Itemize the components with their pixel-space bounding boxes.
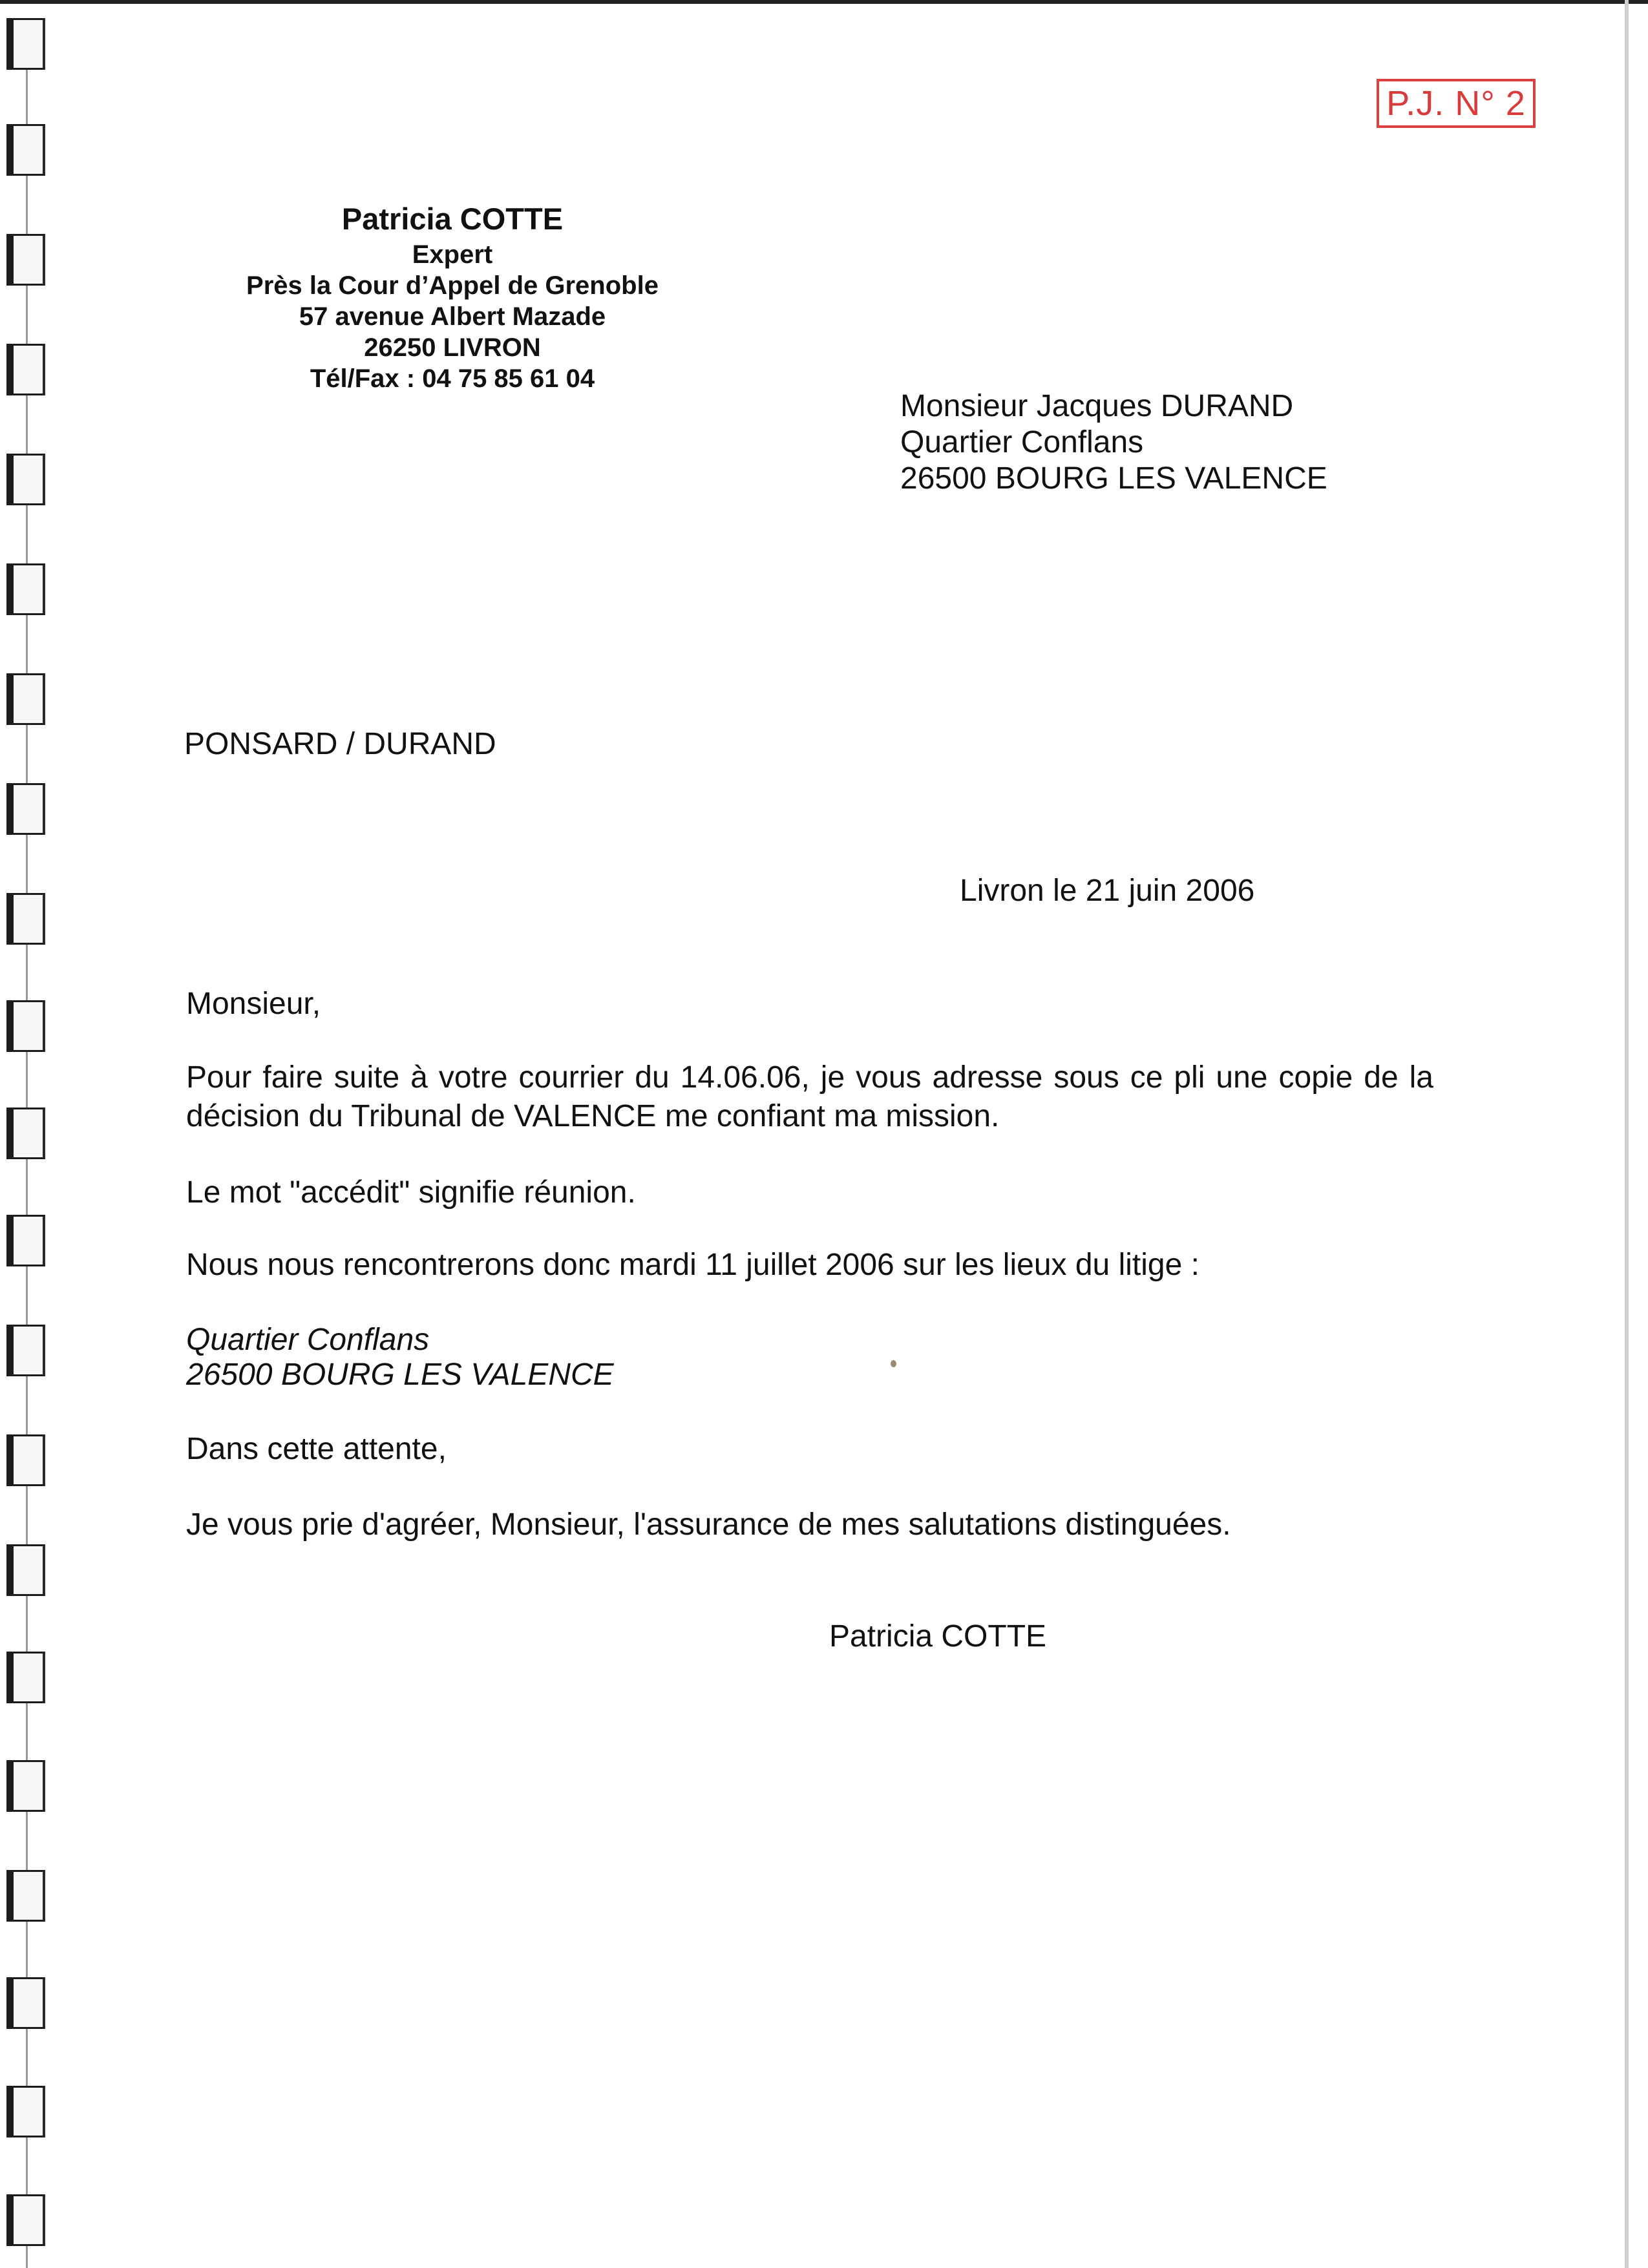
sender-city: 26250 LIVRON — [364, 333, 541, 362]
binding-ring — [6, 2086, 45, 2137]
binding-ring — [6, 2194, 45, 2246]
binding-ring — [6, 893, 45, 945]
binding-ring — [6, 18, 45, 70]
binding-ring — [6, 1325, 45, 1376]
recipient-city: 26500 BOURG LES VALENCE — [900, 461, 1327, 496]
binding-ring — [6, 1652, 45, 1703]
paragraph-meeting: Nous nous rencontrerons donc mardi 11 juillet 2006 sur les lieux du litige : — [186, 1248, 1199, 1282]
recipient-block — [900, 388, 1327, 497]
sender-phone: Tél/Fax : 04 75 85 61 04 — [310, 364, 595, 393]
paragraph-accedit: Le mot "accédit" signifie réunion. — [186, 1175, 636, 1210]
binding-ring — [6, 1000, 45, 1052]
binding-ring — [6, 234, 45, 286]
page-right-edge — [1625, 0, 1629, 2268]
location-street: Quartier Conflans — [186, 1323, 430, 1357]
paragraph-courrier: Pour faire suite à votre courrier du 14.06.06, je vous adresse sous ce pli une copie de la décision du Tribunal de VALENCE me confiant ma mission. — [186, 1060, 1433, 1133]
binding-ring — [6, 454, 45, 505]
salutation: Monsieur, — [186, 987, 321, 1021]
binding-ring — [6, 1870, 45, 1922]
date-line: Livron le 21 juin 2006 — [960, 874, 1255, 908]
spiral-binding — [0, 0, 58, 2268]
signature-name: Patricia COTTE — [829, 1619, 1047, 1654]
binding-ring — [6, 783, 45, 835]
binding-ring — [6, 1760, 45, 1812]
attachment-stamp: P.J. N° 2 — [1377, 79, 1536, 128]
paragraph-attente: Dans cette attente, — [186, 1432, 447, 1466]
binding-ring — [6, 673, 45, 725]
recipient-street: Quartier Conflans — [900, 425, 1144, 459]
sender-court: Près la Cour d’Appel de Grenoble — [246, 271, 659, 300]
meeting-location — [186, 1321, 1433, 1394]
closing-formula: Je vous prie d'agréer, Monsieur, l'assurance de mes salutations distinguées. — [186, 1507, 1231, 1542]
binding-ring — [6, 124, 45, 176]
binding-ring — [6, 1215, 45, 1266]
binding-ring — [6, 1434, 45, 1486]
sender-name: Patricia COTTE — [341, 202, 564, 236]
sender-block — [194, 199, 711, 394]
case-reference: PONSARD / DURAND — [184, 727, 496, 761]
binding-ring — [6, 1544, 45, 1596]
location-city: 26500 BOURG LES VALENCE — [186, 1358, 614, 1392]
page-top-edge — [0, 0, 1648, 4]
recipient-name: Monsieur Jacques DURAND — [900, 389, 1294, 423]
binding-ring — [6, 1108, 45, 1159]
sender-street: 57 avenue Albert Mazade — [299, 302, 606, 331]
binding-ring — [6, 1977, 45, 2029]
binding-ring — [6, 563, 45, 615]
sender-title: Expert — [412, 240, 493, 269]
binding-ring — [6, 344, 45, 395]
scan-speck — [891, 1360, 896, 1367]
